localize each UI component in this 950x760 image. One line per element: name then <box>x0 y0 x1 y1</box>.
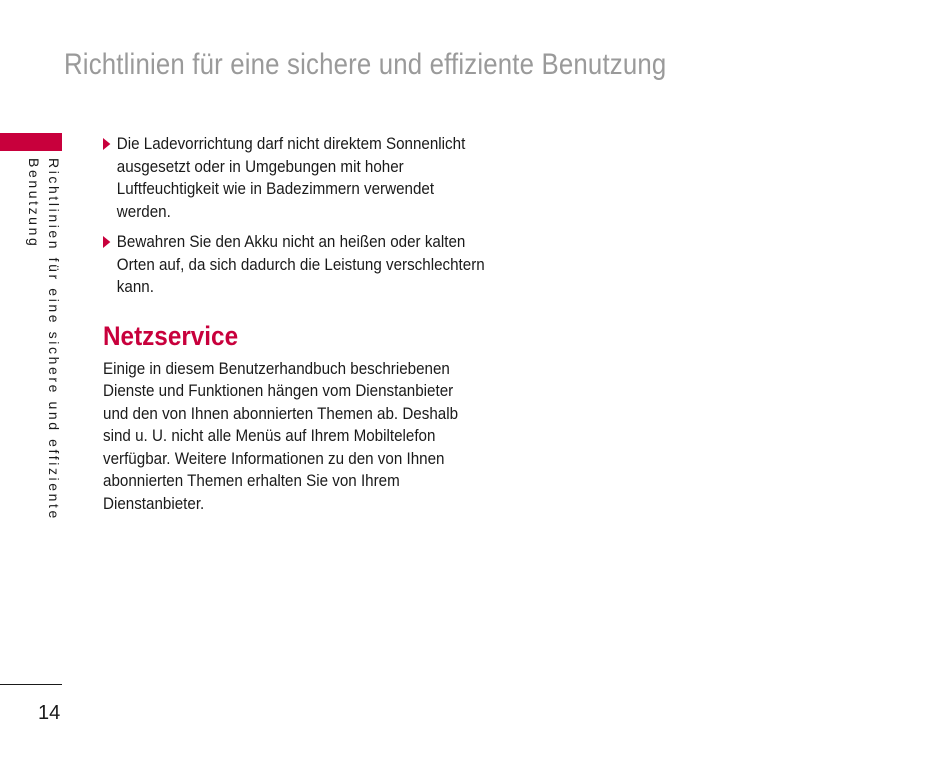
page-number: 14 <box>38 702 61 724</box>
bullet-text: Die Ladevorrichtung darf nicht direktem Sonnenlicht ausgesetzt oder in Umgebungen mit hoher Luftfeuchtigkeit wie in Badezimmern verwendet werden. <box>116 135 466 221</box>
sidebar-label-line2: Benutzung <box>26 158 42 249</box>
sidebar-section-label <box>24 158 64 521</box>
triangle-right-icon <box>103 236 110 248</box>
section-body: Einige in diesem Benutzerhandbuch beschriebenen Dienste und Funktionen hängen vom Dienstanbieter und den von Ihnen abonnierten Themen ab. Deshalb sind u. U. nicht alle Menüs auf Ihrem Mobiltelefon verfügbar. Weitere Informationen zu den von Ihnen abonnierten Themen erhalten Sie von Ihrem Dienstanbieter. <box>103 359 459 513</box>
page-title: Richtlinien für eine sichere und effiziente Benutzung <box>64 48 667 81</box>
section-tab-marker <box>0 133 62 151</box>
list-item <box>103 231 485 299</box>
main-content <box>103 133 483 515</box>
bullet-text: Bewahren Sie den Akku nicht an heißen oder kalten Orten auf, da sich dadurch die Leistung verschlechtern kann. <box>116 233 485 296</box>
list-item <box>103 133 485 223</box>
section-heading: Netzservice <box>103 320 239 351</box>
sidebar-label-line1: Richtlinien für eine sichere und effiziente <box>46 158 62 521</box>
triangle-right-icon <box>103 138 110 150</box>
footer-divider <box>0 684 62 685</box>
